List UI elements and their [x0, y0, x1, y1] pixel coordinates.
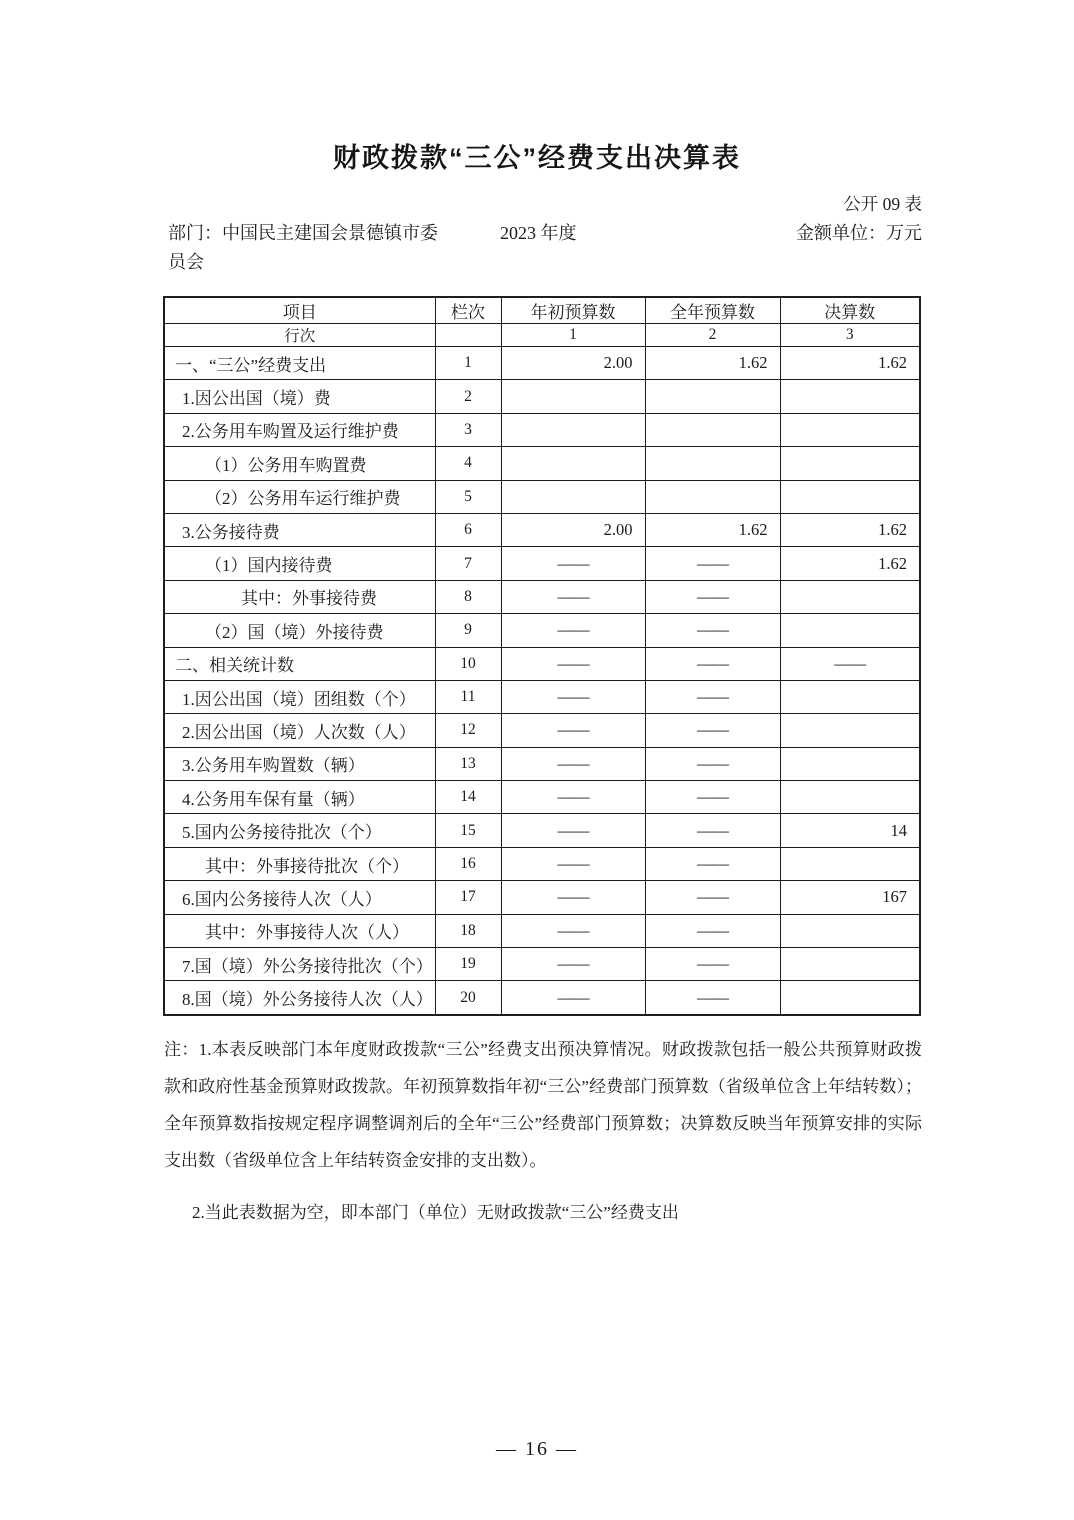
notes-section: [164, 1031, 922, 1231]
line-number-cell: 10: [435, 647, 501, 680]
final-accounts-cell: [780, 747, 920, 780]
table-row: [164, 347, 920, 380]
final-accounts-cell: [780, 714, 920, 747]
initial-budget-cell: ——: [501, 614, 645, 647]
final-accounts-cell: ——: [780, 647, 920, 680]
annual-budget-cell: ——: [645, 680, 780, 713]
line-number-cell: 8: [435, 580, 501, 613]
initial-budget-cell: ——: [501, 814, 645, 847]
annual-budget-cell: 1.62: [645, 347, 780, 380]
initial-budget-cell: ——: [501, 914, 645, 947]
final-accounts-cell: [780, 914, 920, 947]
annual-budget-cell: ——: [645, 547, 780, 580]
line-number-cell: 15: [435, 814, 501, 847]
item-cell: 8.国（境）外公务接待人次（人）: [164, 981, 435, 1015]
item-cell: 一、“三公”经费支出: [164, 347, 435, 380]
table-row: [164, 847, 920, 880]
initial-budget-cell: [501, 447, 645, 480]
item-cell: 1.因公出国（境）费: [164, 380, 435, 413]
final-accounts-cell: [780, 614, 920, 647]
table-row: [164, 948, 920, 981]
table-row: [164, 580, 920, 613]
item-cell: 7.国（境）外公务接待批次（个）: [164, 948, 435, 981]
subheader-col-3: 3: [780, 324, 920, 347]
line-number-cell: 6: [435, 513, 501, 546]
item-cell: （1）公务用车购置费: [164, 447, 435, 480]
annual-budget-cell: ——: [645, 781, 780, 814]
col-header-initial-budget: 年初预算数: [501, 297, 645, 324]
note-paragraph: 2.当此表数据为空，即本部门（单位）无财政拨款“三公”经费支出: [192, 1203, 679, 1222]
line-number-cell: 7: [435, 547, 501, 580]
col-header-item: 项目: [164, 297, 435, 324]
item-cell: 1.因公出国（境）团组数（个）: [164, 680, 435, 713]
line-number-cell: 14: [435, 781, 501, 814]
annual-budget-cell: [645, 413, 780, 446]
table-row: [164, 647, 920, 680]
line-number-cell: 17: [435, 881, 501, 914]
annual-budget-cell: ——: [645, 814, 780, 847]
table-row: [164, 781, 920, 814]
final-accounts-cell: [780, 380, 920, 413]
initial-budget-cell: ——: [501, 781, 645, 814]
amount-unit: 金额单位：万元: [796, 223, 922, 243]
item-cell: 二、相关统计数: [164, 647, 435, 680]
initial-budget-cell: [501, 380, 645, 413]
annual-budget-cell: [645, 380, 780, 413]
table-row: [164, 981, 920, 1015]
final-accounts-cell: [780, 781, 920, 814]
initial-budget-cell: ——: [501, 680, 645, 713]
item-cell: 其中：外事接待人次（人）: [164, 914, 435, 947]
line-number-cell: 20: [435, 981, 501, 1015]
table-row: [164, 680, 920, 713]
final-accounts-cell: [780, 981, 920, 1015]
line-number-cell: 16: [435, 847, 501, 880]
final-accounts-cell: 1.62: [780, 547, 920, 580]
initial-budget-cell: 2.00: [501, 347, 645, 380]
note-paragraph: 注：1.本表反映部门本年度财政拨款“三公”经费支出预决算情况。财政拨款包括一般公共预算财政拨款和政府性基金预算财政拨款。年初预算数指年初“三公”经费部门预算数（省级单位含上年结转数）；全年预算数指按规定程序调整调剂后的全年“三公”经费部门预算数；决算数反映当年预算安排的实际支出数（省级单位含上年结转资金安排的支出数）。: [164, 1040, 922, 1170]
final-accounts-cell: 14: [780, 814, 920, 847]
department-label: 部门：中国民主建国会景德镇市委员会: [168, 223, 438, 272]
initial-budget-cell: ——: [501, 714, 645, 747]
annual-budget-cell: ——: [645, 981, 780, 1015]
item-cell: 6.国内公务接待人次（人）: [164, 881, 435, 914]
item-cell: （2）公务用车运行维护费: [164, 480, 435, 513]
item-cell: 其中：外事接待批次（个）: [164, 847, 435, 880]
initial-budget-cell: ——: [501, 948, 645, 981]
line-number-cell: 1: [435, 347, 501, 380]
table-row: [164, 413, 920, 446]
final-accounts-cell: 167: [780, 881, 920, 914]
final-accounts-cell: [780, 413, 920, 446]
initial-budget-cell: ——: [501, 747, 645, 780]
table-code: 公开 09 表: [843, 194, 922, 214]
annual-budget-cell: ——: [645, 747, 780, 780]
table-row: [164, 614, 920, 647]
table-row: [164, 747, 920, 780]
item-cell: 3.公务用车购置数（辆）: [164, 747, 435, 780]
final-accounts-cell: [780, 447, 920, 480]
item-cell: 5.国内公务接待批次（个）: [164, 814, 435, 847]
line-number-cell: 12: [435, 714, 501, 747]
annual-budget-cell: ——: [645, 847, 780, 880]
line-number-cell: 18: [435, 914, 501, 947]
subheader-line-label: 行次: [164, 324, 435, 347]
table-row: [164, 547, 920, 580]
item-cell: 4.公务用车保有量（辆）: [164, 781, 435, 814]
table-row: [164, 814, 920, 847]
initial-budget-cell: [501, 413, 645, 446]
table-row: [164, 881, 920, 914]
page-title: 财政拨款“三公”经费支出决算表: [333, 143, 741, 173]
initial-budget-cell: ——: [501, 547, 645, 580]
annual-budget-cell: ——: [645, 914, 780, 947]
subheader-col-2: 2: [645, 324, 780, 347]
subheader-empty: [435, 324, 501, 347]
final-accounts-cell: [780, 847, 920, 880]
item-cell: 2.因公出国（境）人次数（人）: [164, 714, 435, 747]
page-number: — 16 —: [496, 1438, 578, 1460]
header-row: [164, 297, 920, 324]
table-row: [164, 380, 920, 413]
fiscal-year: 2023 年度: [500, 223, 577, 243]
initial-budget-cell: [501, 480, 645, 513]
item-cell: （1）国内接待费: [164, 547, 435, 580]
subheader-row: [164, 324, 920, 347]
final-accounts-cell: [780, 580, 920, 613]
table-row: [164, 513, 920, 546]
table-row: [164, 714, 920, 747]
initial-budget-cell: ——: [501, 647, 645, 680]
table-row: [164, 914, 920, 947]
item-cell: （2）国（境）外接待费: [164, 614, 435, 647]
annual-budget-cell: ——: [645, 948, 780, 981]
annual-budget-cell: ——: [645, 614, 780, 647]
annual-budget-cell: ——: [645, 580, 780, 613]
annual-budget-cell: [645, 447, 780, 480]
final-accounts-cell: [780, 480, 920, 513]
line-number-cell: 2: [435, 380, 501, 413]
item-cell: 2.公务用车购置及运行维护费: [164, 413, 435, 446]
col-header-column-no: 栏次: [435, 297, 501, 324]
line-number-cell: 19: [435, 948, 501, 981]
final-accounts-cell: 1.62: [780, 513, 920, 546]
col-header-final-accounts: 决算数: [780, 297, 920, 324]
initial-budget-cell: ——: [501, 881, 645, 914]
line-number-cell: 5: [435, 480, 501, 513]
annual-budget-cell: [645, 480, 780, 513]
final-accounts-cell: [780, 948, 920, 981]
line-number-cell: 4: [435, 447, 501, 480]
annual-budget-cell: ——: [645, 881, 780, 914]
final-accounts-cell: 1.62: [780, 347, 920, 380]
initial-budget-cell: 2.00: [501, 513, 645, 546]
initial-budget-cell: ——: [501, 580, 645, 613]
three-public-expense-table: [163, 296, 921, 1016]
table-row: [164, 480, 920, 513]
line-number-cell: 9: [435, 614, 501, 647]
annual-budget-cell: ——: [645, 714, 780, 747]
final-accounts-cell: [780, 680, 920, 713]
table-row: [164, 447, 920, 480]
item-cell: 其中：外事接待费: [164, 580, 435, 613]
item-cell: 3.公务接待费: [164, 513, 435, 546]
line-number-cell: 3: [435, 413, 501, 446]
annual-budget-cell: 1.62: [645, 513, 780, 546]
line-number-cell: 11: [435, 680, 501, 713]
col-header-annual-budget: 全年预算数: [645, 297, 780, 324]
line-number-cell: 13: [435, 747, 501, 780]
subheader-col-1: 1: [501, 324, 645, 347]
initial-budget-cell: ——: [501, 847, 645, 880]
initial-budget-cell: ——: [501, 981, 645, 1015]
annual-budget-cell: ——: [645, 647, 780, 680]
